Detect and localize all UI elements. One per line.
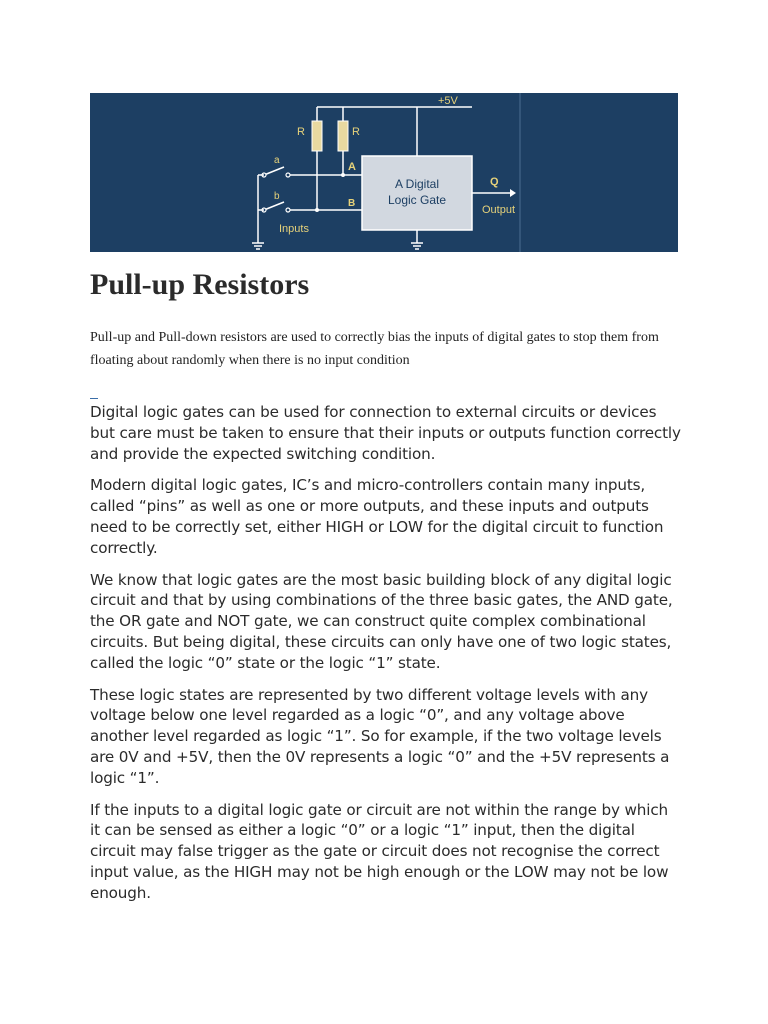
gate-label-line2: Logic Gate [387, 193, 447, 207]
gate-label-line1: A Digital [394, 177, 440, 191]
switch-a-contact-2 [286, 173, 290, 177]
body-paragraph: We know that logic gates are the most basic building block of any digital logic circuit and that by using combinations of the three basic gates, the AND gate, the OR gate and NOT gate, we can construct quite complex combinational circuits. But being digital, these circuits can only have one of two logic states, called the logic “0” state or the logic “1” state. [90, 570, 673, 672]
pull-up-circuit-diagram [90, 93, 678, 252]
body-paragraph: These logic states are represented by two different voltage levels with any voltage below one level regarded as a logic “0”, and any voltage above another level regarded as logic “1”. So for example, if the two voltage levels are 0V and +5V, then the 0V represents a logic “0” and the +5V represents a logic “1”. [90, 685, 670, 787]
inputs-label: Inputs [279, 223, 309, 235]
resistor-1-label: R [297, 126, 305, 138]
switch-a-label: a [274, 155, 280, 166]
junction-b [315, 208, 319, 212]
junction-a [341, 173, 345, 177]
resistor-1 [312, 121, 322, 151]
node-b-label: B [348, 198, 356, 209]
supply-label: +5V [438, 95, 458, 107]
resistor-2 [338, 121, 348, 151]
anchor-link-marker[interactable] [90, 398, 98, 399]
node-a-label: A [348, 161, 356, 173]
circuit-schematic [90, 93, 678, 252]
body-paragraph: If the inputs to a digital logic gate or circuit are not within the range by which it can be sensed as either a logic “0” or a logic “1” input, then the digital circuit may false trigger as the gate or circuit does not recognise the correct input value, as the HIGH may not be high enough or the LOW may not be low enough. [90, 800, 669, 902]
page-title: Pull-up Resistors [90, 268, 310, 301]
body-paragraph: Modern digital logic gates, IC’s and micro-controllers contain many inputs, called “pins” as well as one or more outputs, and these inputs and outputs need to be correctly set, either HIGH or LOW for the digital circuit to function correctly. [90, 476, 664, 557]
output-label: Output [482, 204, 516, 216]
article-body [90, 402, 682, 915]
article-subtitle: Pull-up and Pull-down resistors are used to correctly bias the inputs of digital gates to stop them from floating about randomly when there is no input condition [90, 330, 659, 368]
switch-b-label: b [274, 191, 280, 202]
switch-b-contact-2 [286, 208, 290, 212]
body-paragraph: Digital logic gates can be used for connection to external circuits or devices but care must be taken to ensure that their inputs or outputs function correctly and provide the expected switching condition. [90, 403, 681, 463]
output-q-label: Q [490, 176, 499, 188]
resistor-2-label: R [352, 126, 360, 138]
